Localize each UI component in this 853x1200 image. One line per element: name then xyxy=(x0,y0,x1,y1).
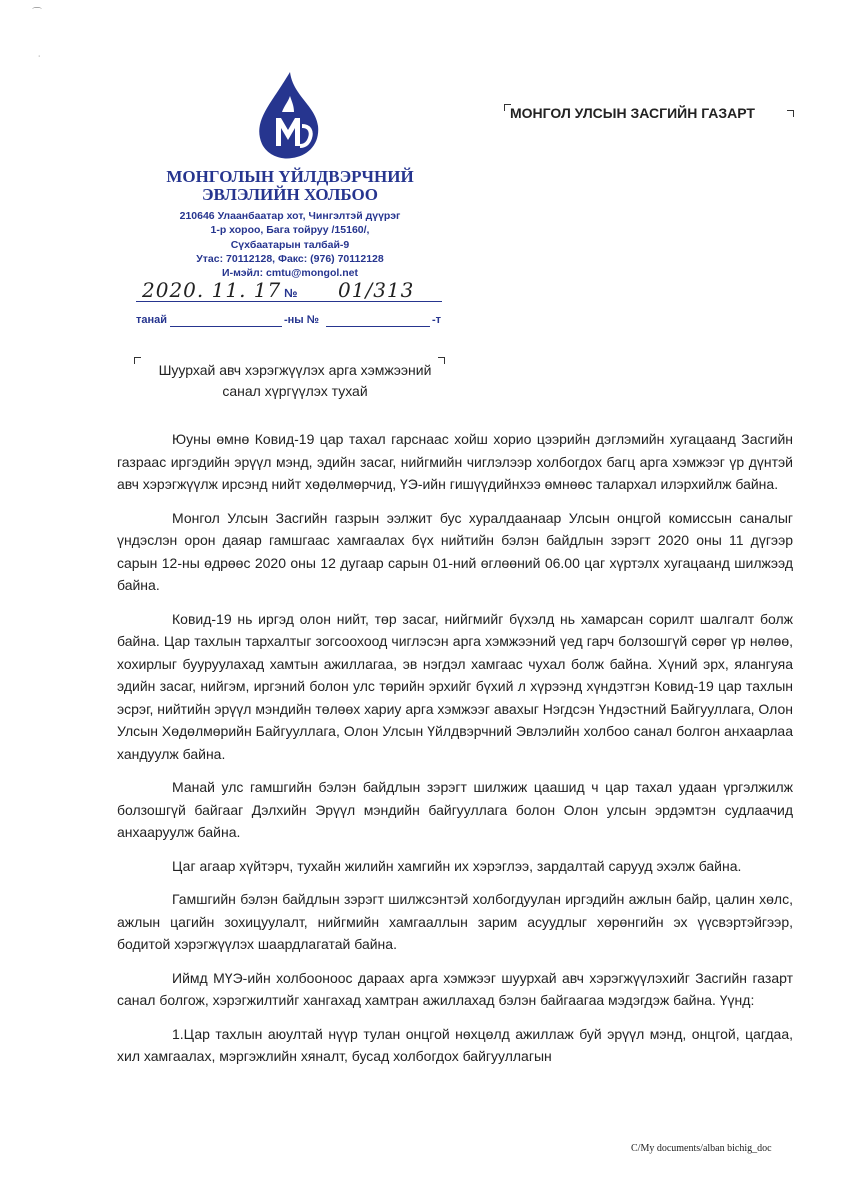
subject xyxy=(140,360,450,402)
union-logo-icon xyxy=(254,70,324,160)
number-sign: № xyxy=(284,286,298,300)
footer-path: C/My documents/alban bichig_doc xyxy=(631,1143,772,1154)
body-paragraph: Юуны өмнө Ковид-19 цар тахал гарснаас хойш хорио цээрийн дэглэмийн хугацаанд Засгийн газраас иргэдийн эрүүл мэнд, эдийн засаг, нийгмийн чиглэлээр холбогдох багц арга хэмжээг үр дүнтэй авч хэрэгжүүлж ирсэнд нийт хөдөлмөрчид, ҮЭ-ийн гишүүдийнхээ өмнөөс талархал илэрхийлж байна. xyxy=(117,431,793,492)
contact-email: И-мэйл: cmtu@mongol.net xyxy=(222,267,358,280)
body-paragraph: Иймд МҮЭ-ийн холбооноос дараах арга хэмжээг шуурхай авч хэрэгжүүлэхийг Засгийн газарт санал болгож, хэрэгжилтийг хангахад хамтран ажиллахад бэлэн байгаагаа мэдэгдэж байна. Үүнд: xyxy=(117,969,793,1008)
handwritten-number: 01/313 xyxy=(338,278,415,302)
scan-mark: ⌒ xyxy=(32,8,42,19)
contact-phone: Утас: 70112128, Факс: (976) 70112128 xyxy=(196,252,384,265)
organization-name xyxy=(160,168,420,204)
contact-address-line: Сүхбаатарын талбай-9 xyxy=(230,238,350,251)
scan-mark: ˙ xyxy=(38,55,42,66)
reply-number-blank xyxy=(326,326,430,327)
addressee: МОНГОЛ УЛСЫН ЗАСГИЙН ГАЗАРТ xyxy=(510,105,755,121)
organization-name-line2: ЭВЛЭЛИЙН ХОЛБОО xyxy=(202,185,378,204)
body-paragraph: 1.Цар тахлын аюултай нүүр тулан онцгой нөхцөлд ажиллаж буй эрүүл мэнд, онцгой, цагдаа, хил хамгаалах, мэргэжлийн хяналт, бусад холбогдох байгууллагын xyxy=(117,1025,793,1064)
reply-mid: -ны № xyxy=(284,314,320,326)
body-paragraph: Ковид-19 нь иргэд олон нийт, төр засаг, нийгмийг бүхэлд нь хамарсан сорилт шалгалт болж байна. Цар тахлын тархалтыг зогсоохоод чиглэсэн арга хэмжээний үед гарч болзошгүй сөрөг үр нөлөө, хохирлыг бууруулахад хамтын ажиллагаа, эв нэгдэл хамгаас чухал болж байна. Хүний эрх, ялангуяа эдийн засаг, нийгэм, иргэний болон улс төрийн эрхийг бүхий л хүрээнд хүндэтгэн Ковид-19 цар тахлын эсрэг, нийтийн эрүүл мэндийн төлөөх хариу арга хэмжээг авахыг Нэгдсэн Үндэстний Байгууллага, Олон Улсын Хөдөлмөрийн Байгууллага, Олон Улсын Үйлдвэрчний Эвлэлийн холбоо санал болгон анхаарлаа хандуулж байна. xyxy=(117,610,793,762)
reference-underline xyxy=(136,301,442,302)
reply-date-blank xyxy=(170,326,282,327)
letter-body xyxy=(117,428,793,1079)
body-paragraph: Манай улс гамшгийн бэлэн байдлын зэрэгт шилжиж цаашид ч цар тахал удаан үргэлжилж болзошгүй байгааг Дэлхийн Эрүүл мэндийн байгууллага болон Олон улсын эрдэмтэн судлаачид анхааруулж байна. xyxy=(117,779,793,840)
handwritten-date: 2020. 11. 17 xyxy=(142,278,282,302)
body-paragraph: Цаг агаар хүйтэрч, тухайн жилийн хамгийн их хэрэглээ, зардалтай сарууд эхэлж байна. xyxy=(172,857,742,874)
contact-address-line: 210646 Улаанбаатар хот, Чингэлтэй дүүрэг xyxy=(179,210,401,222)
reply-suffix: -т xyxy=(432,314,442,326)
body-paragraph: Гамшгийн бэлэн байдлын зэрэгт шилжсэнтэй холбогдуулан иргэдийн ажлын байр, цалин хөлс, ажлын цагийн зохицуулалт, нийгмийн хамгааллын зарим асуудлыг хөрөнгийн эх үүсвэртэйгээр, бодитой хэрэгжүүлэх шаардлагатай байна. xyxy=(117,891,793,952)
reply-prefix: танай xyxy=(136,314,168,326)
contact-block xyxy=(160,209,420,280)
subject-line2: санал хүргүүлэх тухай xyxy=(222,383,368,399)
subject-line1: Шуурхай авч хэрэгжүүлэх арга хэмжээний xyxy=(158,362,432,378)
reference-number-line xyxy=(136,278,446,304)
contact-address-line: 1-р хороо, Бага тойруу /15160/, xyxy=(210,224,370,237)
organization-name-line1: МОНГОЛЫН ҮЙЛДВЭРЧНИЙ xyxy=(166,167,414,186)
corner-bracket xyxy=(787,110,794,117)
body-paragraph: Монгол Улсын Засгийн газрын ээлжит бус хуралдаанаар Улсын онцгой комиссын саналыг үндэслэн орон даяар гамшгаас хамгаалах бүх нийтийн бэлэн байдлын зэрэгт 2020 оны 11 дүгээр сарын 12-ны өдрөөс 2020 оны 12 дугаар сарын 01-ний өглөөний 06.00 цаг хүртэлх хугацаанд шилжээд байна. xyxy=(117,509,793,593)
reply-reference-line xyxy=(136,310,466,330)
